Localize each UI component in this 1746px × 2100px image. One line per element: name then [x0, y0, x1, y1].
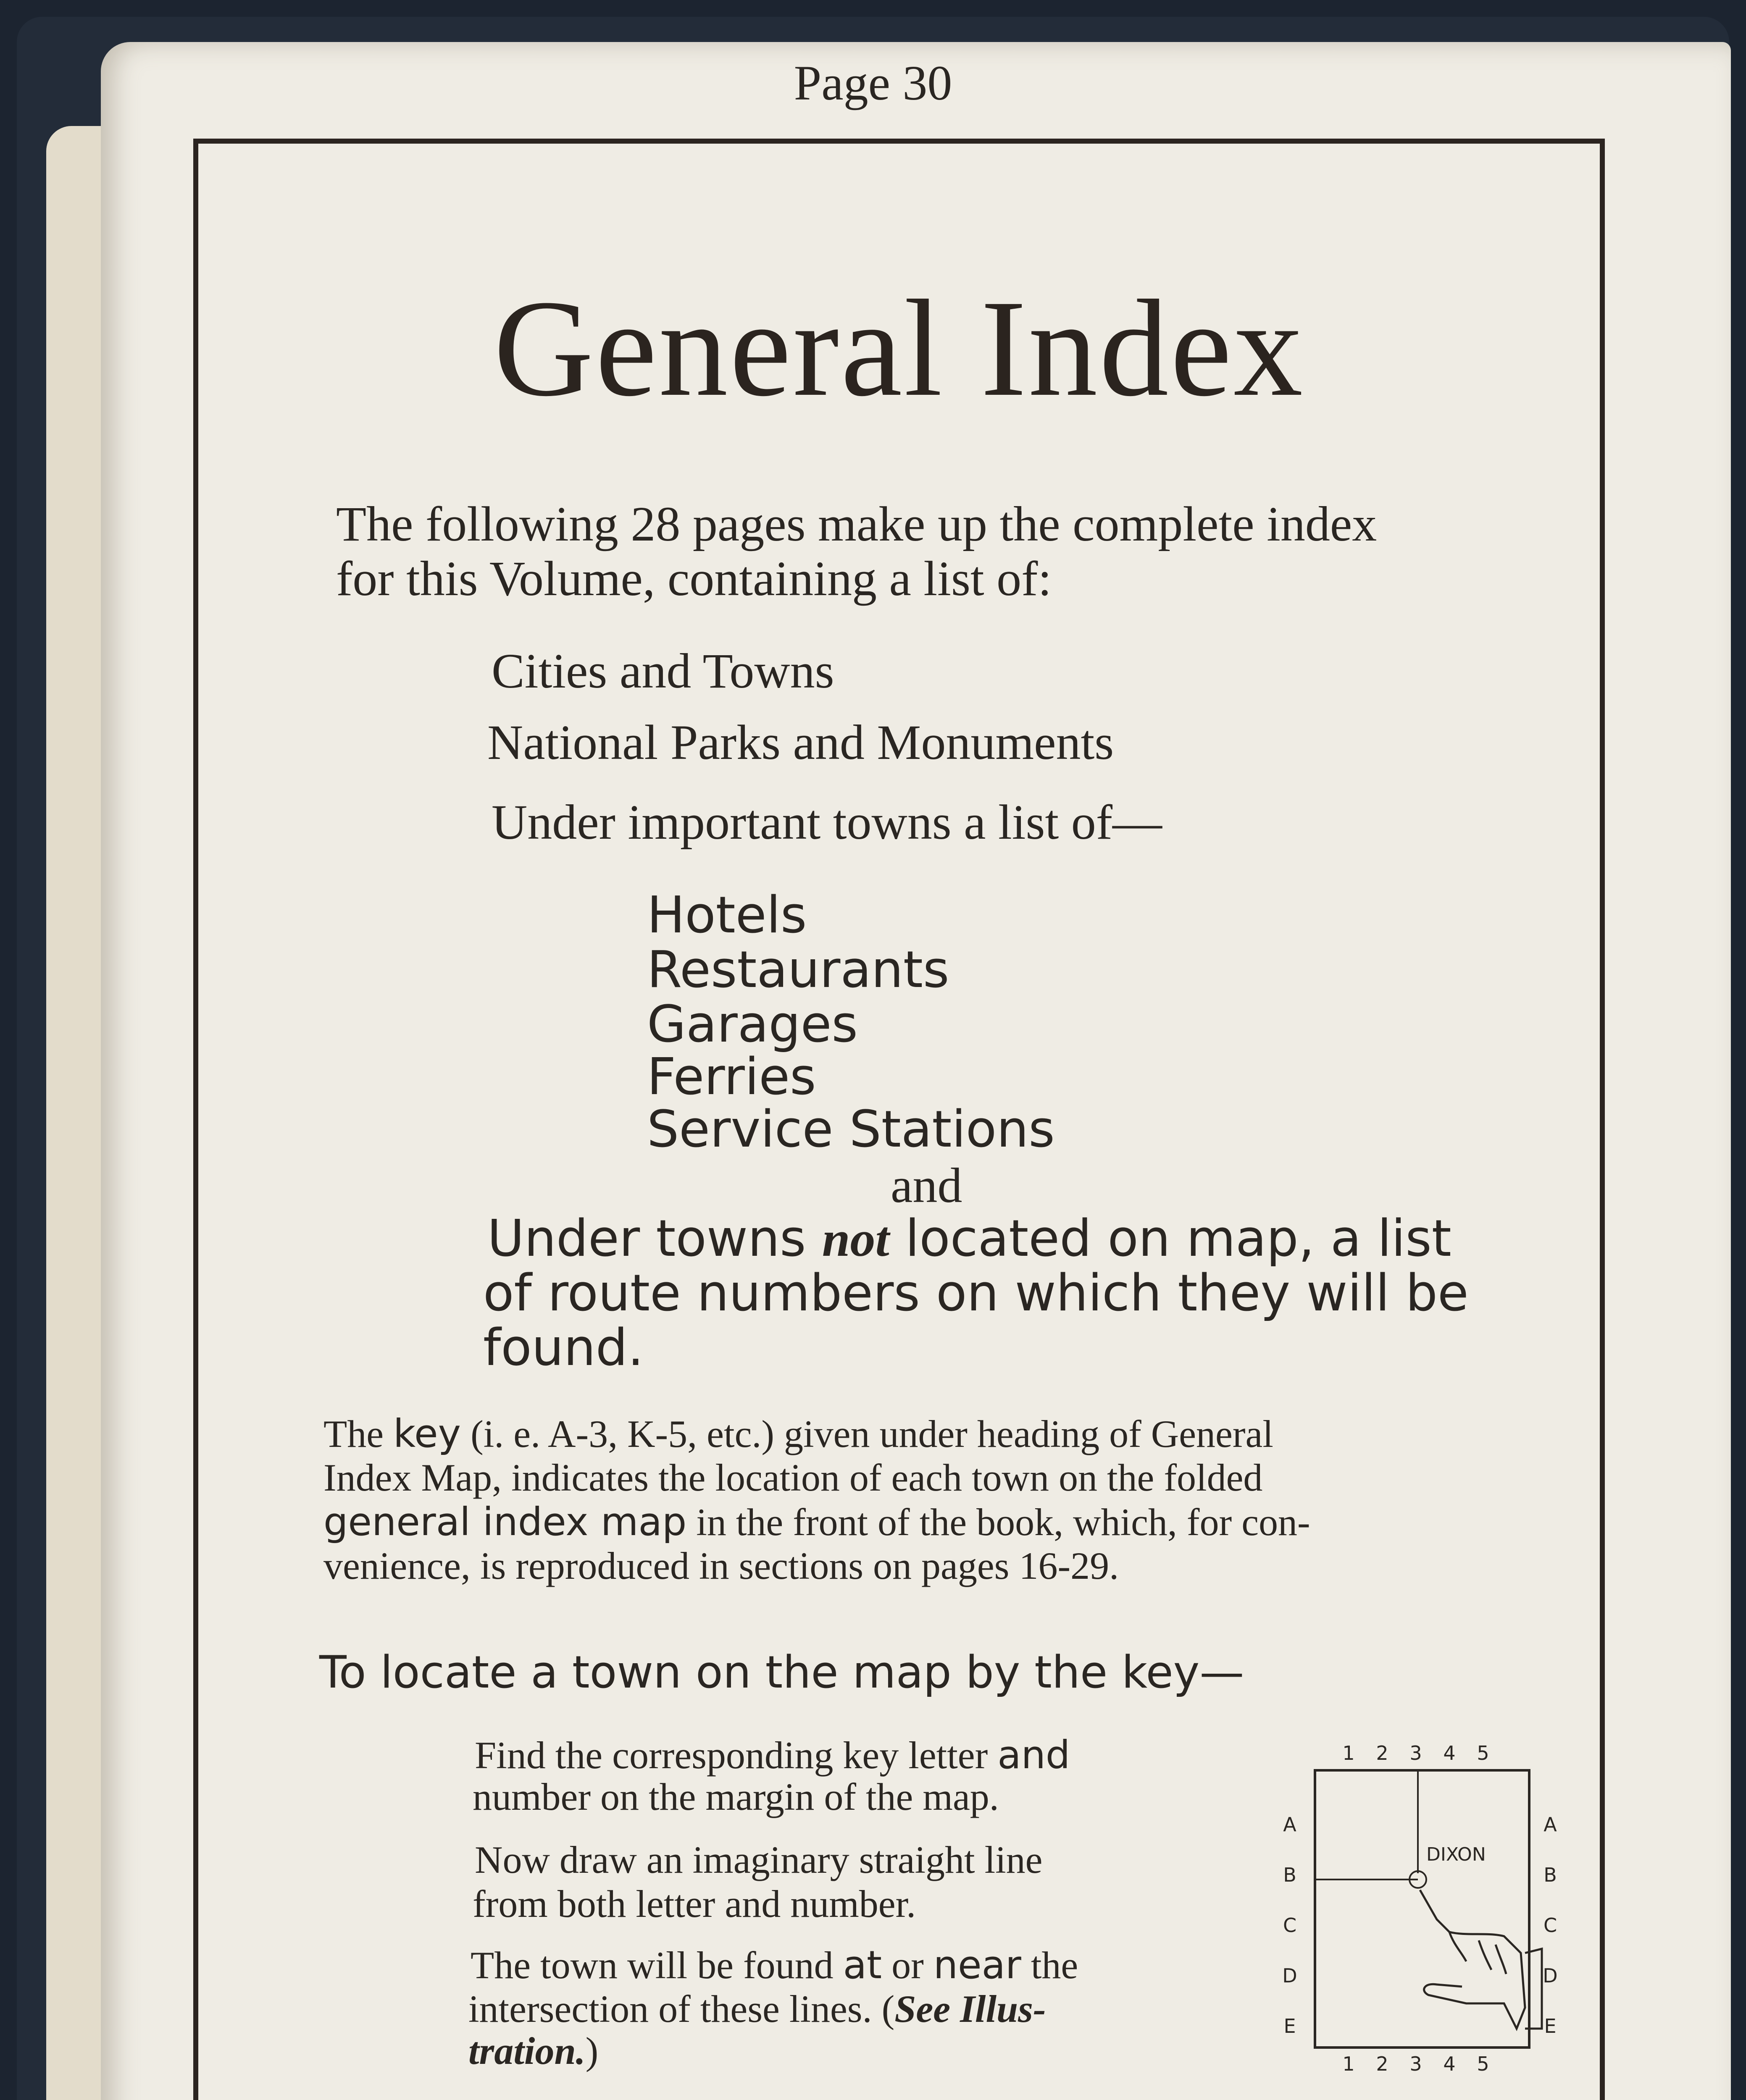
- illus-bottom-number: 3: [1409, 2053, 1422, 2075]
- page-edge: [46, 126, 109, 2100]
- step-3-line-3: tration.): [468, 2029, 599, 2072]
- list-item-restaurants: Restaurants: [647, 941, 949, 999]
- and-text: and: [891, 1158, 962, 1213]
- list-item-ferries: Ferries: [647, 1048, 816, 1106]
- illus-top-number: 2: [1376, 1742, 1388, 1764]
- illus-right-letter: E: [1544, 2015, 1557, 2037]
- illus-top-number: 1: [1342, 1742, 1355, 1764]
- illus-bottom-number: 1: [1342, 2053, 1355, 2075]
- illus-left-letter: C: [1283, 1914, 1297, 1937]
- step-1-line-1: Find the corresponding key letter and: [475, 1732, 1070, 1777]
- intro-line-1: The following 28 pages make up the complete index: [336, 496, 1377, 551]
- illus-map-frame: [1315, 1770, 1529, 2048]
- illus-right-letter: C: [1543, 1914, 1557, 1937]
- illus-top-number: 3: [1409, 1742, 1422, 1764]
- key-para-line-1: The key (i. e. A-3, K-5, etc.) given under heading of General: [323, 1411, 1273, 1456]
- illus-top-number: 5: [1477, 1742, 1489, 1764]
- step-2-line-2: from both letter and number.: [473, 1882, 916, 1925]
- illus-right-letter: B: [1544, 1864, 1557, 1886]
- illus-bottom-number: 5: [1477, 2053, 1489, 2075]
- step-3-line-1: The town will be found at or near the: [471, 1942, 1078, 1987]
- illus-left-letter: A: [1283, 1813, 1296, 1836]
- illus-left-letter: E: [1283, 2015, 1296, 2037]
- not-located-line-2: of route numbers on which they will be: [483, 1264, 1469, 1323]
- list-item-cities: Cities and Towns: [492, 643, 834, 698]
- illus-bottom-number: 2: [1376, 2053, 1388, 2075]
- illus-right-letter: A: [1544, 1813, 1557, 1836]
- step-1-line-2: number on the margin of the map.: [473, 1775, 999, 1818]
- key-para-line-3: general index map in the front of the book, which, for con-: [323, 1499, 1310, 1544]
- pointing-hand-icon: [1420, 1890, 1542, 2029]
- under-important-towns: Under important towns a list of—: [492, 795, 1162, 850]
- intro-line-2: for this Volume, containing a list of:: [336, 551, 1052, 606]
- list-item-service-stations: Service Stations: [647, 1100, 1055, 1159]
- step-3-line-2: intersection of these lines. (See Illus-: [468, 1987, 1046, 2030]
- illus-bottom-number: 4: [1443, 2053, 1456, 2075]
- illus-left-letter: D: [1282, 1964, 1297, 1987]
- illus-top-number: 4: [1443, 1742, 1456, 1764]
- page-title: General Index: [493, 272, 1305, 425]
- list-item-hotels: Hotels: [647, 886, 807, 945]
- not-located-line-3: found.: [483, 1319, 644, 1377]
- list-item-garages: Garages: [647, 995, 858, 1054]
- key-para-line-2: Index Map, indicates the location of each town on the folded: [323, 1456, 1263, 1499]
- key-para-line-4: venience, is reproduced in sections on pages 16-29.: [323, 1544, 1119, 1587]
- illus-left-letter: B: [1283, 1864, 1296, 1886]
- locate-heading: To locate a town on the map by the key—: [319, 1646, 1244, 1698]
- step-2-line-1: Now draw an imaginary straight line: [475, 1838, 1043, 1881]
- key-illustration: [1269, 1735, 1571, 2079]
- illus-right-letter: D: [1543, 1964, 1558, 1987]
- not-located-line-1: Under towns not located on map, a list: [487, 1210, 1451, 1268]
- illus-town-label: DIXON: [1426, 1844, 1486, 1865]
- list-item-parks: National Parks and Monuments: [487, 715, 1114, 770]
- page-number: Page 30: [794, 55, 952, 110]
